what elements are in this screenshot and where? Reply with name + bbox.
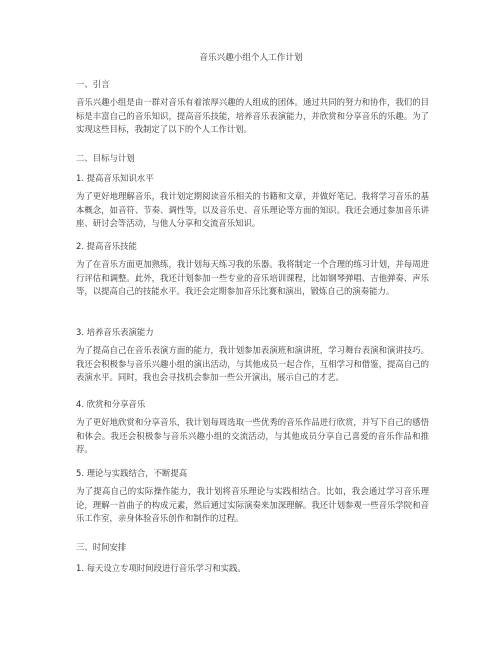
schedule-item-1: 1. 每天设立专项时间段进行音乐学习和实践。 [76,563,246,573]
section-heading-schedule: 三、时间安排 [76,542,127,552]
goal-2-paragraph: 为了在音乐方面更加熟练，我计划每天练习我的乐器。我将制定一个合理的练习计划，并每周进行评估和调整。此外，我还计划参加一些专业的音乐培训课程，比如钢琴弹唱、吉他弹奏、声乐等，以提高自己的技能水平。我还会定期参加音乐比赛和演出，锻炼自己的演奏能力。 [76,259,429,296]
goal-5-paragraph: 为了提高自己的实际操作能力，我计划将音乐理论与实践相结合。比如，我会通过学习音乐理论，理解一首曲子的构成元素，然后通过实际演奏来加深理解。我还计划参观一些音乐学院和音乐工作室，亲身体验音乐创作和制作的过程。 [76,486,429,523]
section-heading-intro: 一、引言 [76,79,110,89]
goal-5-heading: 5. 理论与实践结合，不断提高 [76,468,188,478]
page-title: 音乐兴趣小组个人工作计划 [199,53,303,63]
goal-4-paragraph: 为了更好地欣赏和分享音乐，我计划每周选取一些优秀的音乐作品进行欣赏，并写下自己的感悟和体会。我还会积极参与音乐兴趣小组的交流活动，与其他成员分享自己喜爱的音乐作品和推荐。 [76,417,429,454]
goal-3-heading: 3. 培养音乐表演能力 [76,327,154,337]
goal-1-heading: 1. 提高音乐知识水平 [76,173,154,183]
goal-4-heading: 4. 欣赏和分享音乐 [76,399,146,409]
section-heading-goals: 二、目标与计划 [76,153,135,163]
intro-paragraph: 音乐兴趣小组是由一群对音乐有着浓厚兴趣的人组成的团体。通过共同的努力和协作，我们的目标是丰富自己的音乐知识，提高音乐技能，培养音乐表演能力，并欣赏和分享音乐的乐趣。为了实现这些目标，我制定了以下的个人工作计划。 [76,97,429,134]
goal-3-paragraph: 为了提高自己在音乐表演方面的能力，我计划参加表演班和演讲班，学习舞台表演和演讲技巧。我还会积极参与音乐兴趣小组的演出活动，与其他成员一起合作，互相学习和借鉴，提高自己的表演水平。同时，我也会寻找机会参加一些公开演出，展示自己的才艺。 [76,345,429,382]
goal-2-heading: 2. 提高音乐技能 [76,241,137,251]
goal-1-paragraph: 为了更好地理解音乐，我计划定期阅读音乐相关的书籍和文章，并做好笔记。我将学习音乐的基本概念，如音符、节奏、调性等，以及音乐史、音乐理论等方面的知识。我还会通过参加音乐讲座、研讨会等活动，与他人分享和交流音乐知识。 [76,191,429,228]
